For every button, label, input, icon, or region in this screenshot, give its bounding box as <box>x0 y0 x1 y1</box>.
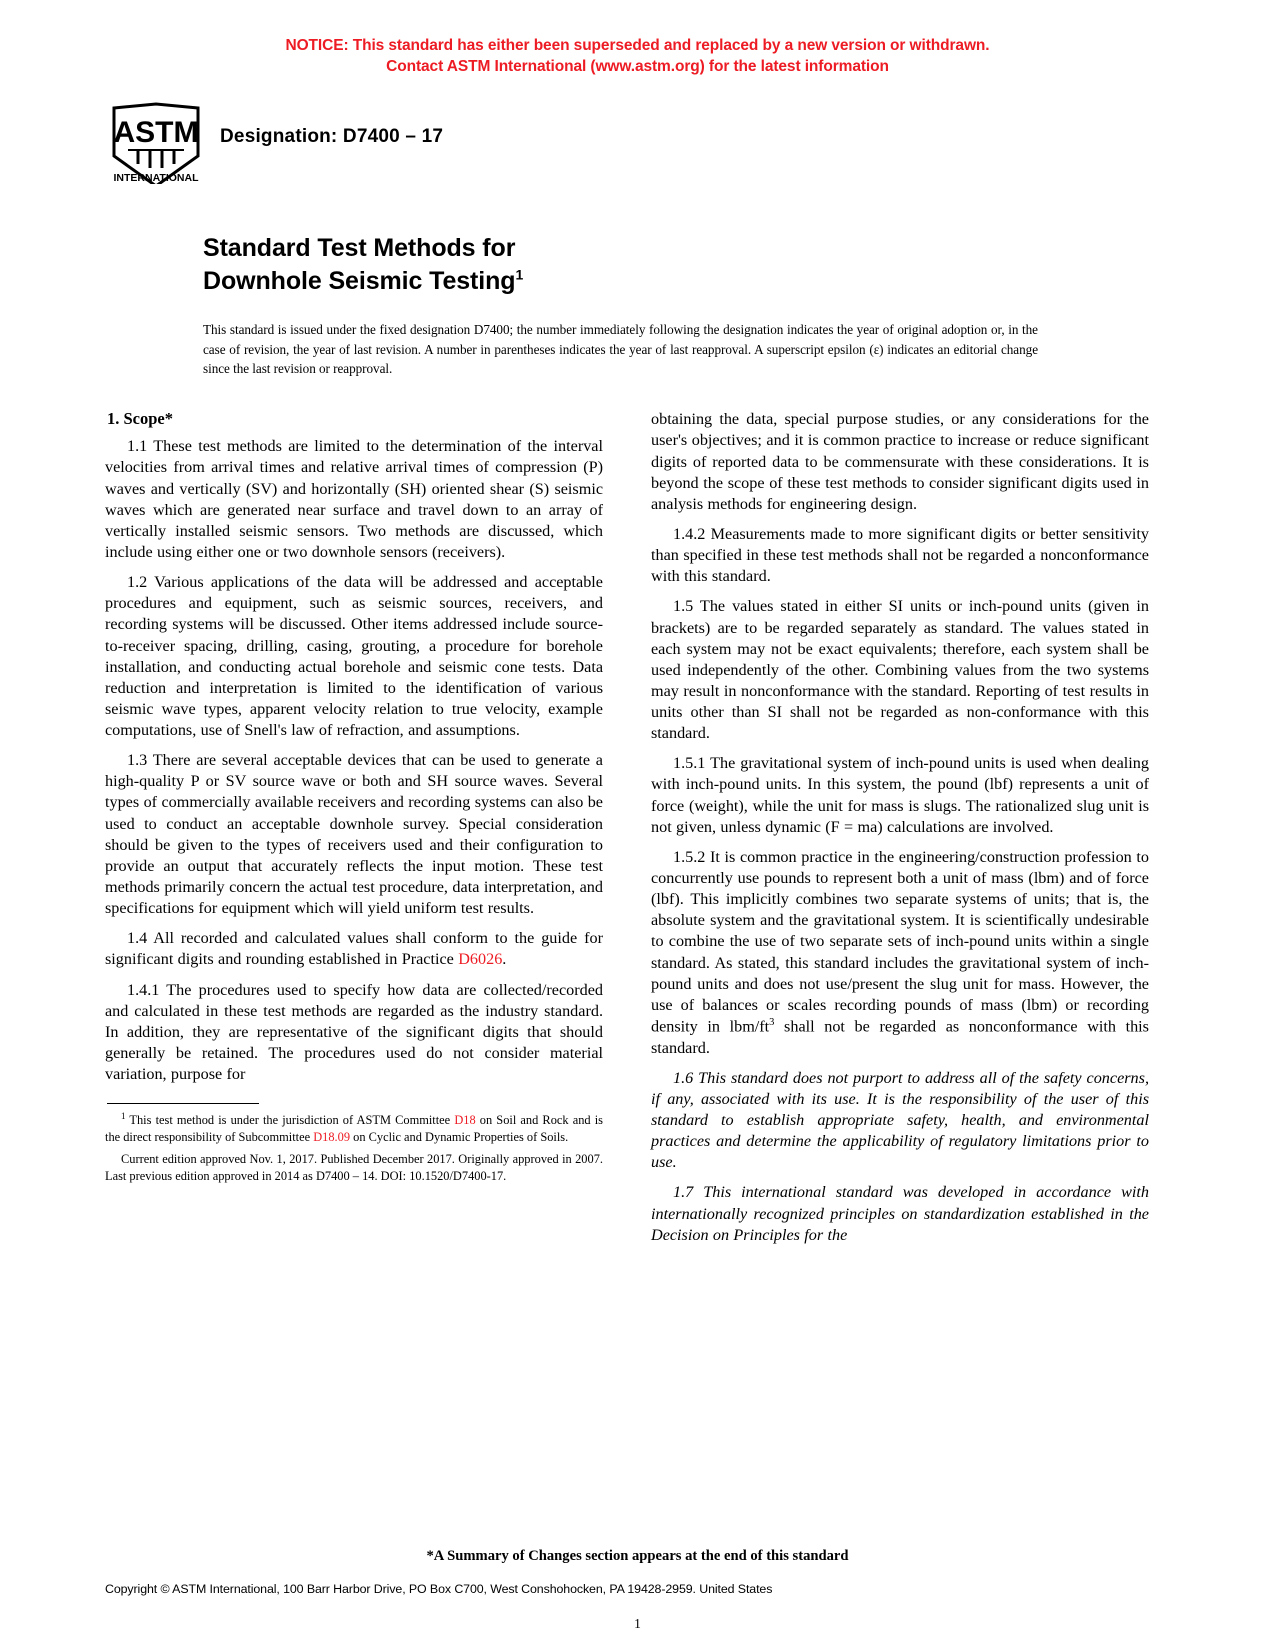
svg-text:ASTM: ASTM <box>113 115 199 149</box>
paragraph-1-5-2-part-1: 1.5.2 It is common practice in the engineering/construction profession to concurrently use pounds to represent both a unit of mass (lbm) and of force (lbf). This implicitly combines two separate systems of units; that is, the absolute system and the gravitational system. It is scientifically undesirable to combine the use of two separate sets of inch-pound units within a single standard. As stated, this standard includes the gravitational system of inch-pound units and does not use/present the slug unit for mass. However, the use of balances or scales recording pounds of mass (lbm) or recording density in lbm/ft <box>651 847 1149 1036</box>
footnote-1-part-3: on Cyclic and Dynamic Properties of Soils. <box>350 1129 569 1144</box>
paragraph-1-4-text: 1.4 All recorded and calculated values shall conform to the guide for significant digits and rounding established in Practice <box>105 929 603 969</box>
title-line-1: Standard Test Methods for <box>203 233 516 262</box>
paragraph-1-4-2: 1.4.2 Measurements made to more significant digits or better sensitivity than specified in these test methods shall not be regarded a nonconformance with this standard. <box>651 524 1149 586</box>
summary-of-changes-note: *A Summary of Changes section appears at the end of this standard <box>426 1548 849 1564</box>
paragraph-1-1: 1.1 These test methods are limited to the determination of the interval velocities from arrival times and relative arrival times of compression (P) waves and vertically (SV) and horizontally (SH) oriented shear (S) seismic waves which are generated near surface and travel down to an array of vertically installed seismic sensors. Two methods are discussed, which include using either one or two downhole sensors (receivers). <box>105 437 603 561</box>
copyright-notice: Copyright © ASTM International, 100 Barr Harbor Drive, PO Box C700, West Conshohocken, PA 19428-2959. United States <box>105 1582 773 1596</box>
paragraph-1-4 <box>105 928 603 970</box>
paragraph-1-2: 1.2 Various applications of the data will be addressed and acceptable procedures and equipment, such as seismic sources, receivers, and recording systems will be discussed. Other items addressed include source-to-receiver spacing, drilling, casing, grouting, a procedure for borehole installation, and conducting actual borehole and seismic cone tests. Data reduction and interpretation is limited to the identification of various seismic wave types, apparent velocity relation to true velocity, example computations, use of Snell's law of refraction, and assumptions. <box>105 573 603 740</box>
preamble-text: This standard is issued under the fixed designation D7400; the number immediately following the designation indicates the year of original adoption or, in the case of revision, the year of last revision. A number in parentheses indicates the year of last reapproval. A superscript epsilon (ε) indicates an editorial change since the last revision or reapproval. <box>203 321 1038 377</box>
page-footer <box>105 1548 1170 1596</box>
right-column <box>651 409 1149 1255</box>
footnote-1 <box>105 1111 603 1145</box>
svg-text:INTERNATIONAL: INTERNATIONAL <box>113 171 199 184</box>
paragraph-1-7: 1.7 This international standard was developed in accordance with internationally recognized principles on standardization established in the Decision on Principles for the <box>651 1183 1149 1244</box>
document-header <box>105 102 1170 186</box>
footnote-marker-1: 1 <box>121 1111 126 1122</box>
body-columns <box>105 409 1170 1255</box>
footnote-1-part-2: on Soil and Rock and is the direct responsibility of Subcommittee <box>105 1113 604 1144</box>
paragraph-1-3: 1.3 There are several acceptable devices that can be used to generate a high-quality P or SV source wave or both and SH source waves. Several types of commercially available receivers and recording systems can also be used to conduct an acceptable downhole survey. Special consideration should be given to the types of receivers used and their configuration to provide an output that accurately reflects the input motion. These test methods primarily concern the actual test procedure, data interpretation, and specifications for equipment which will yield uniform test results. <box>105 751 603 918</box>
link-d6026[interactable]: D6026 <box>458 950 503 969</box>
designation-label: Designation: D7400 – 17 <box>220 125 444 147</box>
paragraph-1-4-1: 1.4.1 The procedures used to specify how data are collected/recorded and calculated in these test methods are regarded as the industry standard. In addition, they are representative of the significant digits that should generally be retained. The procedures used do not consider material variation, purpose for <box>105 980 603 1084</box>
link-d18[interactable]: D18 <box>454 1113 476 1128</box>
title-line-2-wrap <box>203 265 1170 298</box>
notice-line-2: Contact ASTM International (www.astm.org) for the latest information <box>386 57 889 75</box>
paragraph-1-5-2 <box>651 847 1149 1059</box>
astm-logo-icon <box>108 102 204 184</box>
notice-line-1: NOTICE: This standard has either been superseded and replaced by a new version or withdrawn. <box>285 37 990 54</box>
paragraph-1-4-suffix: . <box>502 950 507 969</box>
title-footnote-marker: 1 <box>515 266 524 283</box>
footnote-2: Current edition approved Nov. 1, 2017. Published December 2017. Originally approved in 2007. Last previous edition approved in 2014 as D7400 – 14. DOI: 10.1520/D7400-17. <box>105 1152 603 1183</box>
paragraph-1-5-1: 1.5.1 The gravitational system of inch-pound units is used when dealing with inch-pound units. In this system, the pound (lbf) represents a unit of force (weight), while the unit for mass is slugs. The rationalized slug unit is not given, unless dynamic (F = ma) calculations are involved. <box>651 754 1149 836</box>
link-d1809[interactable]: D18.09 <box>313 1129 351 1144</box>
footnote-divider <box>107 1103 259 1104</box>
exponent-3: 3 <box>769 1017 775 1029</box>
left-column <box>105 409 603 1255</box>
withdrawal-notice <box>105 36 1170 78</box>
section-heading-scope: 1. Scope* <box>107 409 173 429</box>
title-block <box>203 232 1170 379</box>
page-number: 1 <box>634 1616 641 1631</box>
paragraph-1-5: 1.5 The values stated in either SI units or inch-pound units (given in brackets) are to be regarded separately as standard. The values stated in each system may not be exact equivalents; therefore, each system shall be used independently of the other. Combining values from the two systems may result in nonconformance with the standard. Reporting of test results in units other than SI shall not be regarded as non-conformance with this standard. <box>651 597 1149 743</box>
paragraph-continued: obtaining the data, special purpose studies, or any considerations for the user's objectives; and it is common practice to increase or reduce significant digits of reported data to be commensurate with these considerations. It is beyond the scope of these test methods to consider significant digits used in analysis methods for engineering design. <box>651 410 1149 513</box>
paragraph-1-6: 1.6 This standard does not purport to address all of the safety concerns, if any, associated with its use. It is the responsibility of the user of this standard to establish appropriate safety, health, and environmental practices and determine the applicability of regulatory limitations prior to use. <box>651 1068 1149 1172</box>
paragraph-1-5-2-part-2: shall not be regarded as nonconformance with this standard. <box>651 1017 1149 1057</box>
title-line-2: Downhole Seismic Testing <box>203 266 516 295</box>
page-title <box>203 232 1170 298</box>
footnote-1-part-1: This test method is under the jurisdiction of ASTM Committee <box>129 1113 455 1128</box>
